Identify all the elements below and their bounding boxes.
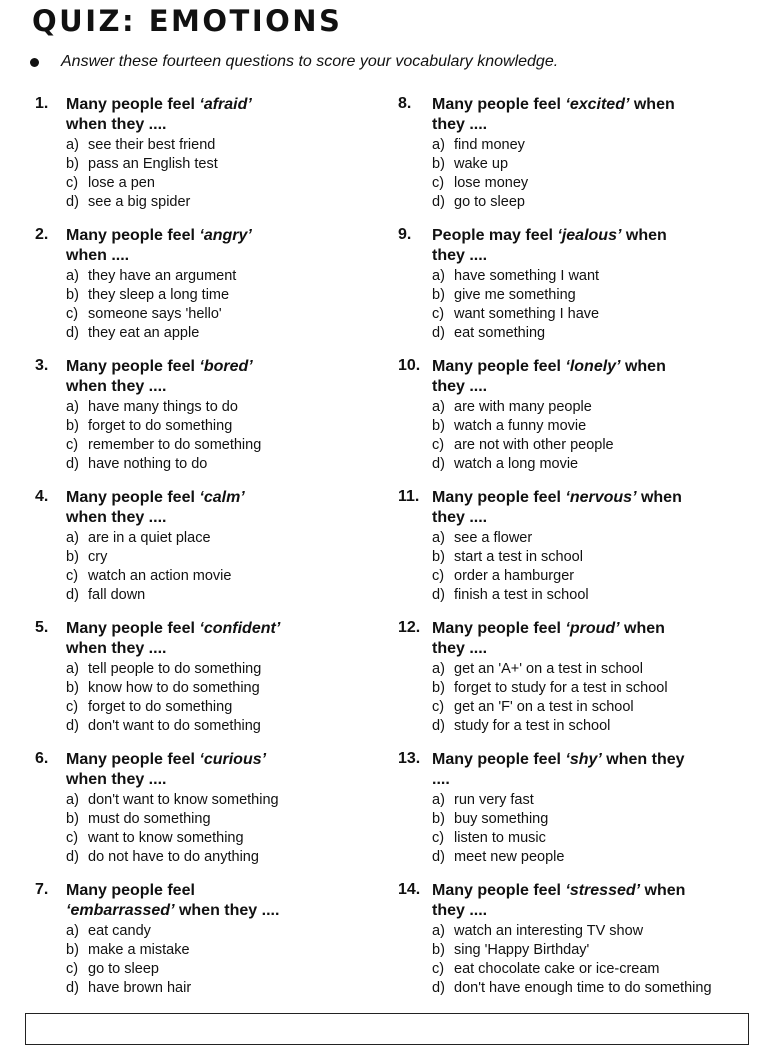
option-letter: d) (66, 587, 79, 603)
option-text: are in a quiet place (88, 530, 211, 546)
emotion-word: ‘bored’ (199, 358, 253, 375)
option-text: have nothing to do (88, 456, 208, 472)
option-letter: a) (66, 530, 79, 546)
option-text: don't want to know something (88, 792, 279, 808)
answer-option[interactable] (66, 548, 385, 567)
question-stem: Many people feel (432, 96, 566, 113)
option-text: get an 'A+' on a test in school (454, 661, 643, 677)
answer-option[interactable] (432, 267, 748, 286)
option-text: see a big spider (88, 194, 191, 210)
answer-option[interactable] (66, 829, 385, 848)
answer-option[interactable] (432, 941, 748, 960)
question-stem: Many people feel (66, 96, 200, 113)
option-text: start a test in school (454, 549, 583, 565)
answer-options (66, 660, 385, 736)
question-ending: when they .... (66, 640, 167, 657)
answer-option[interactable] (432, 174, 748, 193)
answer-option[interactable] (66, 698, 385, 717)
emotion-word: ‘lonely’ (565, 358, 621, 375)
answer-option[interactable] (432, 829, 748, 848)
option-letter: d) (66, 849, 79, 865)
answer-option[interactable] (66, 529, 385, 548)
question-ending: when they .... (432, 751, 685, 788)
emotion-word: ‘angry’ (199, 227, 252, 244)
answer-option[interactable] (432, 660, 748, 679)
option-letter: d) (432, 325, 445, 341)
question-ending: when they .... (66, 771, 167, 788)
answer-option[interactable] (432, 548, 748, 567)
question-number: 5. (35, 619, 49, 636)
option-text: have brown hair (88, 980, 192, 996)
answer-option[interactable] (66, 567, 385, 586)
option-text: want something I have (454, 306, 600, 322)
option-text: give me something (454, 287, 576, 303)
option-text: lose a pen (88, 175, 155, 191)
question-stem: People may feel (432, 227, 558, 244)
answer-option[interactable] (66, 155, 385, 174)
option-letter: b) (432, 287, 445, 303)
option-text: are not with other people (454, 437, 614, 453)
answer-options (66, 529, 385, 605)
option-letter: a) (432, 137, 445, 153)
option-letter: c) (66, 175, 79, 191)
question-item (398, 357, 748, 488)
answer-option[interactable] (432, 417, 748, 436)
emotion-word: ‘nervous’ (565, 489, 637, 506)
answer-option[interactable] (66, 586, 385, 605)
option-text: they have an argument (88, 268, 237, 284)
option-letter: c) (66, 699, 79, 715)
answer-option[interactable] (432, 193, 748, 212)
option-letter: a) (66, 923, 79, 939)
option-letter: c) (66, 961, 79, 977)
option-text: get an 'F' on a test in school (454, 699, 634, 715)
question-number: 2. (35, 226, 49, 243)
answer-option[interactable] (66, 941, 385, 960)
question-ending: when they .... (432, 882, 686, 919)
answer-option[interactable] (432, 436, 748, 455)
answer-option[interactable] (432, 810, 748, 829)
answer-options (432, 267, 748, 343)
option-text: see their best friend (88, 137, 216, 153)
option-letter: c) (66, 437, 79, 453)
question-text (432, 357, 692, 397)
option-text: buy something (454, 811, 549, 827)
answer-option[interactable] (66, 455, 385, 474)
question-item (35, 750, 385, 881)
answer-option[interactable] (66, 660, 385, 679)
option-text: go to sleep (88, 961, 159, 977)
answer-option[interactable] (66, 679, 385, 698)
questions-column-left (35, 95, 385, 1012)
answer-option[interactable] (66, 810, 385, 829)
question-stem: Many people feel (432, 358, 566, 375)
emotion-word: ‘embarrassed’ (66, 902, 175, 919)
question-ending: when .... (66, 247, 130, 264)
question-text (66, 226, 286, 266)
option-text: watch a funny movie (454, 418, 587, 434)
option-text: remember to do something (88, 437, 262, 453)
option-text: eat candy (88, 923, 151, 939)
question-stem: Many people feel (66, 751, 200, 768)
bullet-icon (30, 58, 39, 67)
instruction-line (30, 53, 558, 71)
answer-option[interactable] (66, 193, 385, 212)
option-letter: a) (66, 137, 79, 153)
answer-option[interactable] (432, 791, 748, 810)
question-item (398, 881, 748, 1012)
option-text: make a mistake (88, 942, 190, 958)
option-letter: b) (66, 549, 79, 565)
answer-option[interactable] (432, 136, 748, 155)
option-letter: d) (432, 718, 445, 734)
option-letter: a) (66, 661, 79, 677)
question-item (35, 881, 385, 1012)
option-letter: d) (66, 456, 79, 472)
option-text: watch a long movie (454, 456, 579, 472)
question-number: 8. (398, 95, 412, 112)
answer-option[interactable] (432, 717, 748, 736)
question-ending: when they .... (432, 96, 675, 133)
question-stem: Many people feel (432, 751, 566, 768)
option-letter: d) (66, 980, 79, 996)
answer-option[interactable] (66, 324, 385, 343)
option-letter: b) (66, 156, 79, 172)
question-stem: Many people feel (66, 489, 200, 506)
answer-option[interactable] (66, 848, 385, 867)
question-ending: when they .... (66, 378, 167, 395)
option-text: order a hamburger (454, 568, 575, 584)
question-text (66, 750, 286, 790)
option-text: have many things to do (88, 399, 238, 415)
option-text: eat something (454, 325, 546, 341)
option-letter: d) (432, 849, 445, 865)
option-letter: b) (432, 811, 445, 827)
option-text: see a flower (454, 530, 533, 546)
option-letter: a) (432, 923, 445, 939)
option-text: someone says 'hello' (88, 306, 222, 322)
question-ending: when they .... (432, 227, 667, 264)
question-number: 4. (35, 488, 49, 505)
option-text: run very fast (454, 792, 534, 808)
option-text: are with many people (454, 399, 592, 415)
option-text: lose money (454, 175, 529, 191)
emotion-word: ‘shy’ (565, 751, 602, 768)
emotion-word: ‘confident’ (199, 620, 281, 637)
option-letter: d) (432, 980, 445, 996)
option-text: find money (454, 137, 525, 153)
question-number: 6. (35, 750, 49, 767)
answer-option[interactable] (432, 455, 748, 474)
option-letter: b) (66, 680, 79, 696)
option-letter: d) (66, 194, 79, 210)
option-text: listen to music (454, 830, 546, 846)
option-text: have something I want (454, 268, 600, 284)
option-text: go to sleep (454, 194, 525, 210)
question-text (66, 488, 286, 528)
question-stem: Many people feel (432, 882, 566, 899)
emotion-word: ‘calm’ (199, 489, 245, 506)
answer-option[interactable] (432, 979, 748, 998)
question-stem: Many people feel (66, 882, 195, 899)
question-item (398, 619, 748, 750)
option-letter: d) (432, 587, 445, 603)
answer-option[interactable] (66, 174, 385, 193)
question-item (35, 95, 385, 226)
answer-option[interactable] (66, 398, 385, 417)
option-letter: b) (432, 942, 445, 958)
answer-option[interactable] (432, 305, 748, 324)
answer-box (25, 1013, 749, 1045)
question-number: 10. (398, 357, 421, 374)
question-number: 1. (35, 95, 49, 112)
option-letter: d) (66, 325, 79, 341)
answer-option[interactable] (66, 436, 385, 455)
option-letter: c) (432, 568, 445, 584)
emotion-word: ‘stressed’ (565, 882, 641, 899)
question-text (432, 881, 692, 921)
option-text: they eat an apple (88, 325, 200, 341)
answer-option[interactable] (432, 698, 748, 717)
option-text: know how to do something (88, 680, 260, 696)
option-letter: a) (432, 530, 445, 546)
emotion-word: ‘jealous’ (557, 227, 622, 244)
answer-options (66, 136, 385, 212)
question-item (35, 357, 385, 488)
option-letter: b) (432, 418, 445, 434)
question-stem: Many people feel (66, 227, 200, 244)
question-text (66, 357, 286, 397)
option-letter: c) (432, 306, 445, 322)
question-ending: when they .... (66, 116, 167, 133)
question-number: 14. (398, 881, 421, 898)
answer-options (432, 529, 748, 605)
option-letter: c) (432, 699, 445, 715)
question-number: 13. (398, 750, 421, 767)
question-ending: when they .... (66, 509, 167, 526)
question-number: 9. (398, 226, 412, 243)
option-letter: c) (432, 961, 445, 977)
option-text: tell people to do something (88, 661, 262, 677)
answer-options (66, 267, 385, 343)
emotion-word: ‘afraid’ (199, 96, 252, 113)
answer-option[interactable] (432, 398, 748, 417)
answer-options (432, 922, 748, 998)
option-letter: c) (432, 830, 445, 846)
option-letter: a) (66, 792, 79, 808)
answer-option[interactable] (66, 922, 385, 941)
question-stem: Many people feel (432, 620, 566, 637)
questions-column-right (398, 95, 748, 1012)
question-ending: when they .... (432, 620, 665, 657)
question-item (398, 750, 748, 881)
question-text (66, 95, 286, 135)
question-text (66, 619, 286, 659)
answer-options (432, 791, 748, 867)
option-letter: b) (66, 942, 79, 958)
question-stem: Many people feel (66, 620, 200, 637)
answer-option[interactable] (432, 286, 748, 305)
option-text: eat chocolate cake or ice-cream (454, 961, 660, 977)
option-letter: a) (432, 792, 445, 808)
option-letter: c) (66, 830, 79, 846)
question-text (432, 226, 692, 266)
option-letter: a) (432, 399, 445, 415)
answer-option[interactable] (432, 529, 748, 548)
option-letter: b) (66, 811, 79, 827)
option-letter: d) (66, 718, 79, 734)
option-letter: c) (66, 306, 79, 322)
answer-option[interactable] (66, 979, 385, 998)
page-title: QUIZ: EMOTIONS (32, 4, 343, 38)
option-letter: b) (66, 418, 79, 434)
emotion-word: ‘excited’ (565, 96, 630, 113)
option-text: forget to do something (88, 418, 233, 434)
question-number: 7. (35, 881, 49, 898)
option-text: don't want to do something (88, 718, 261, 734)
question-text (432, 619, 692, 659)
question-stem: Many people feel (66, 358, 200, 375)
option-text: sing 'Happy Birthday' (454, 942, 590, 958)
option-text: fall down (88, 587, 146, 603)
option-letter: d) (432, 456, 445, 472)
question-number: 12. (398, 619, 421, 636)
question-ending: when they .... (174, 902, 280, 919)
option-text: cry (88, 549, 108, 565)
answer-option[interactable] (432, 960, 748, 979)
answer-options (432, 398, 748, 474)
option-text: watch an interesting TV show (454, 923, 644, 939)
answer-option[interactable] (66, 791, 385, 810)
option-letter: b) (432, 680, 445, 696)
option-letter: c) (66, 568, 79, 584)
answer-option[interactable] (66, 960, 385, 979)
question-stem: Many people feel (432, 489, 566, 506)
question-text (432, 750, 692, 790)
option-letter: b) (66, 287, 79, 303)
question-text (432, 95, 692, 135)
option-letter: d) (432, 194, 445, 210)
answer-options (66, 922, 385, 998)
question-ending: when they .... (432, 358, 666, 395)
option-text: pass an English test (88, 156, 218, 172)
option-letter: a) (66, 268, 79, 284)
question-item (398, 95, 748, 226)
option-text: must do something (88, 811, 211, 827)
question-number: 3. (35, 357, 49, 374)
answer-option[interactable] (432, 567, 748, 586)
option-letter: c) (432, 437, 445, 453)
answer-options (66, 791, 385, 867)
option-letter: b) (432, 549, 445, 565)
answer-option[interactable] (432, 586, 748, 605)
option-letter: b) (432, 156, 445, 172)
answer-option[interactable] (432, 155, 748, 174)
option-letter: a) (432, 268, 445, 284)
question-item (35, 226, 385, 357)
emotion-word: ‘proud’ (565, 620, 620, 637)
option-text: do not have to do anything (88, 849, 259, 865)
option-letter: c) (432, 175, 445, 191)
answer-option[interactable] (432, 848, 748, 867)
answer-option[interactable] (432, 679, 748, 698)
question-text (432, 488, 692, 528)
instruction-text: Answer these fourteen questions to score your vocabulary knowledge. (61, 53, 559, 70)
option-letter: a) (432, 661, 445, 677)
option-text: wake up (454, 156, 509, 172)
option-text: forget to study for a test in school (454, 680, 668, 696)
option-text: study for a test in school (454, 718, 611, 734)
emotion-word: ‘curious’ (199, 751, 267, 768)
answer-option[interactable] (66, 305, 385, 324)
question-number: 11. (398, 488, 420, 505)
answer-options (432, 660, 748, 736)
answer-option[interactable] (432, 922, 748, 941)
answer-option[interactable] (432, 324, 748, 343)
option-letter: a) (66, 399, 79, 415)
answer-options (432, 136, 748, 212)
option-text: meet new people (454, 849, 565, 865)
answer-options (66, 398, 385, 474)
question-text (66, 881, 286, 921)
answer-option[interactable] (66, 286, 385, 305)
option-text: finish a test in school (454, 587, 589, 603)
answer-option[interactable] (66, 417, 385, 436)
answer-option[interactable] (66, 717, 385, 736)
option-text: they sleep a long time (88, 287, 230, 303)
question-item (35, 488, 385, 619)
question-item (35, 619, 385, 750)
option-text: watch an action movie (88, 568, 232, 584)
option-text: don't have enough time to do something (454, 980, 712, 996)
option-text: want to know something (88, 830, 244, 846)
option-text: forget to do something (88, 699, 233, 715)
question-item (398, 226, 748, 357)
answer-option[interactable] (66, 267, 385, 286)
question-ending: when they .... (432, 489, 682, 526)
answer-option[interactable] (66, 136, 385, 155)
question-item (398, 488, 748, 619)
